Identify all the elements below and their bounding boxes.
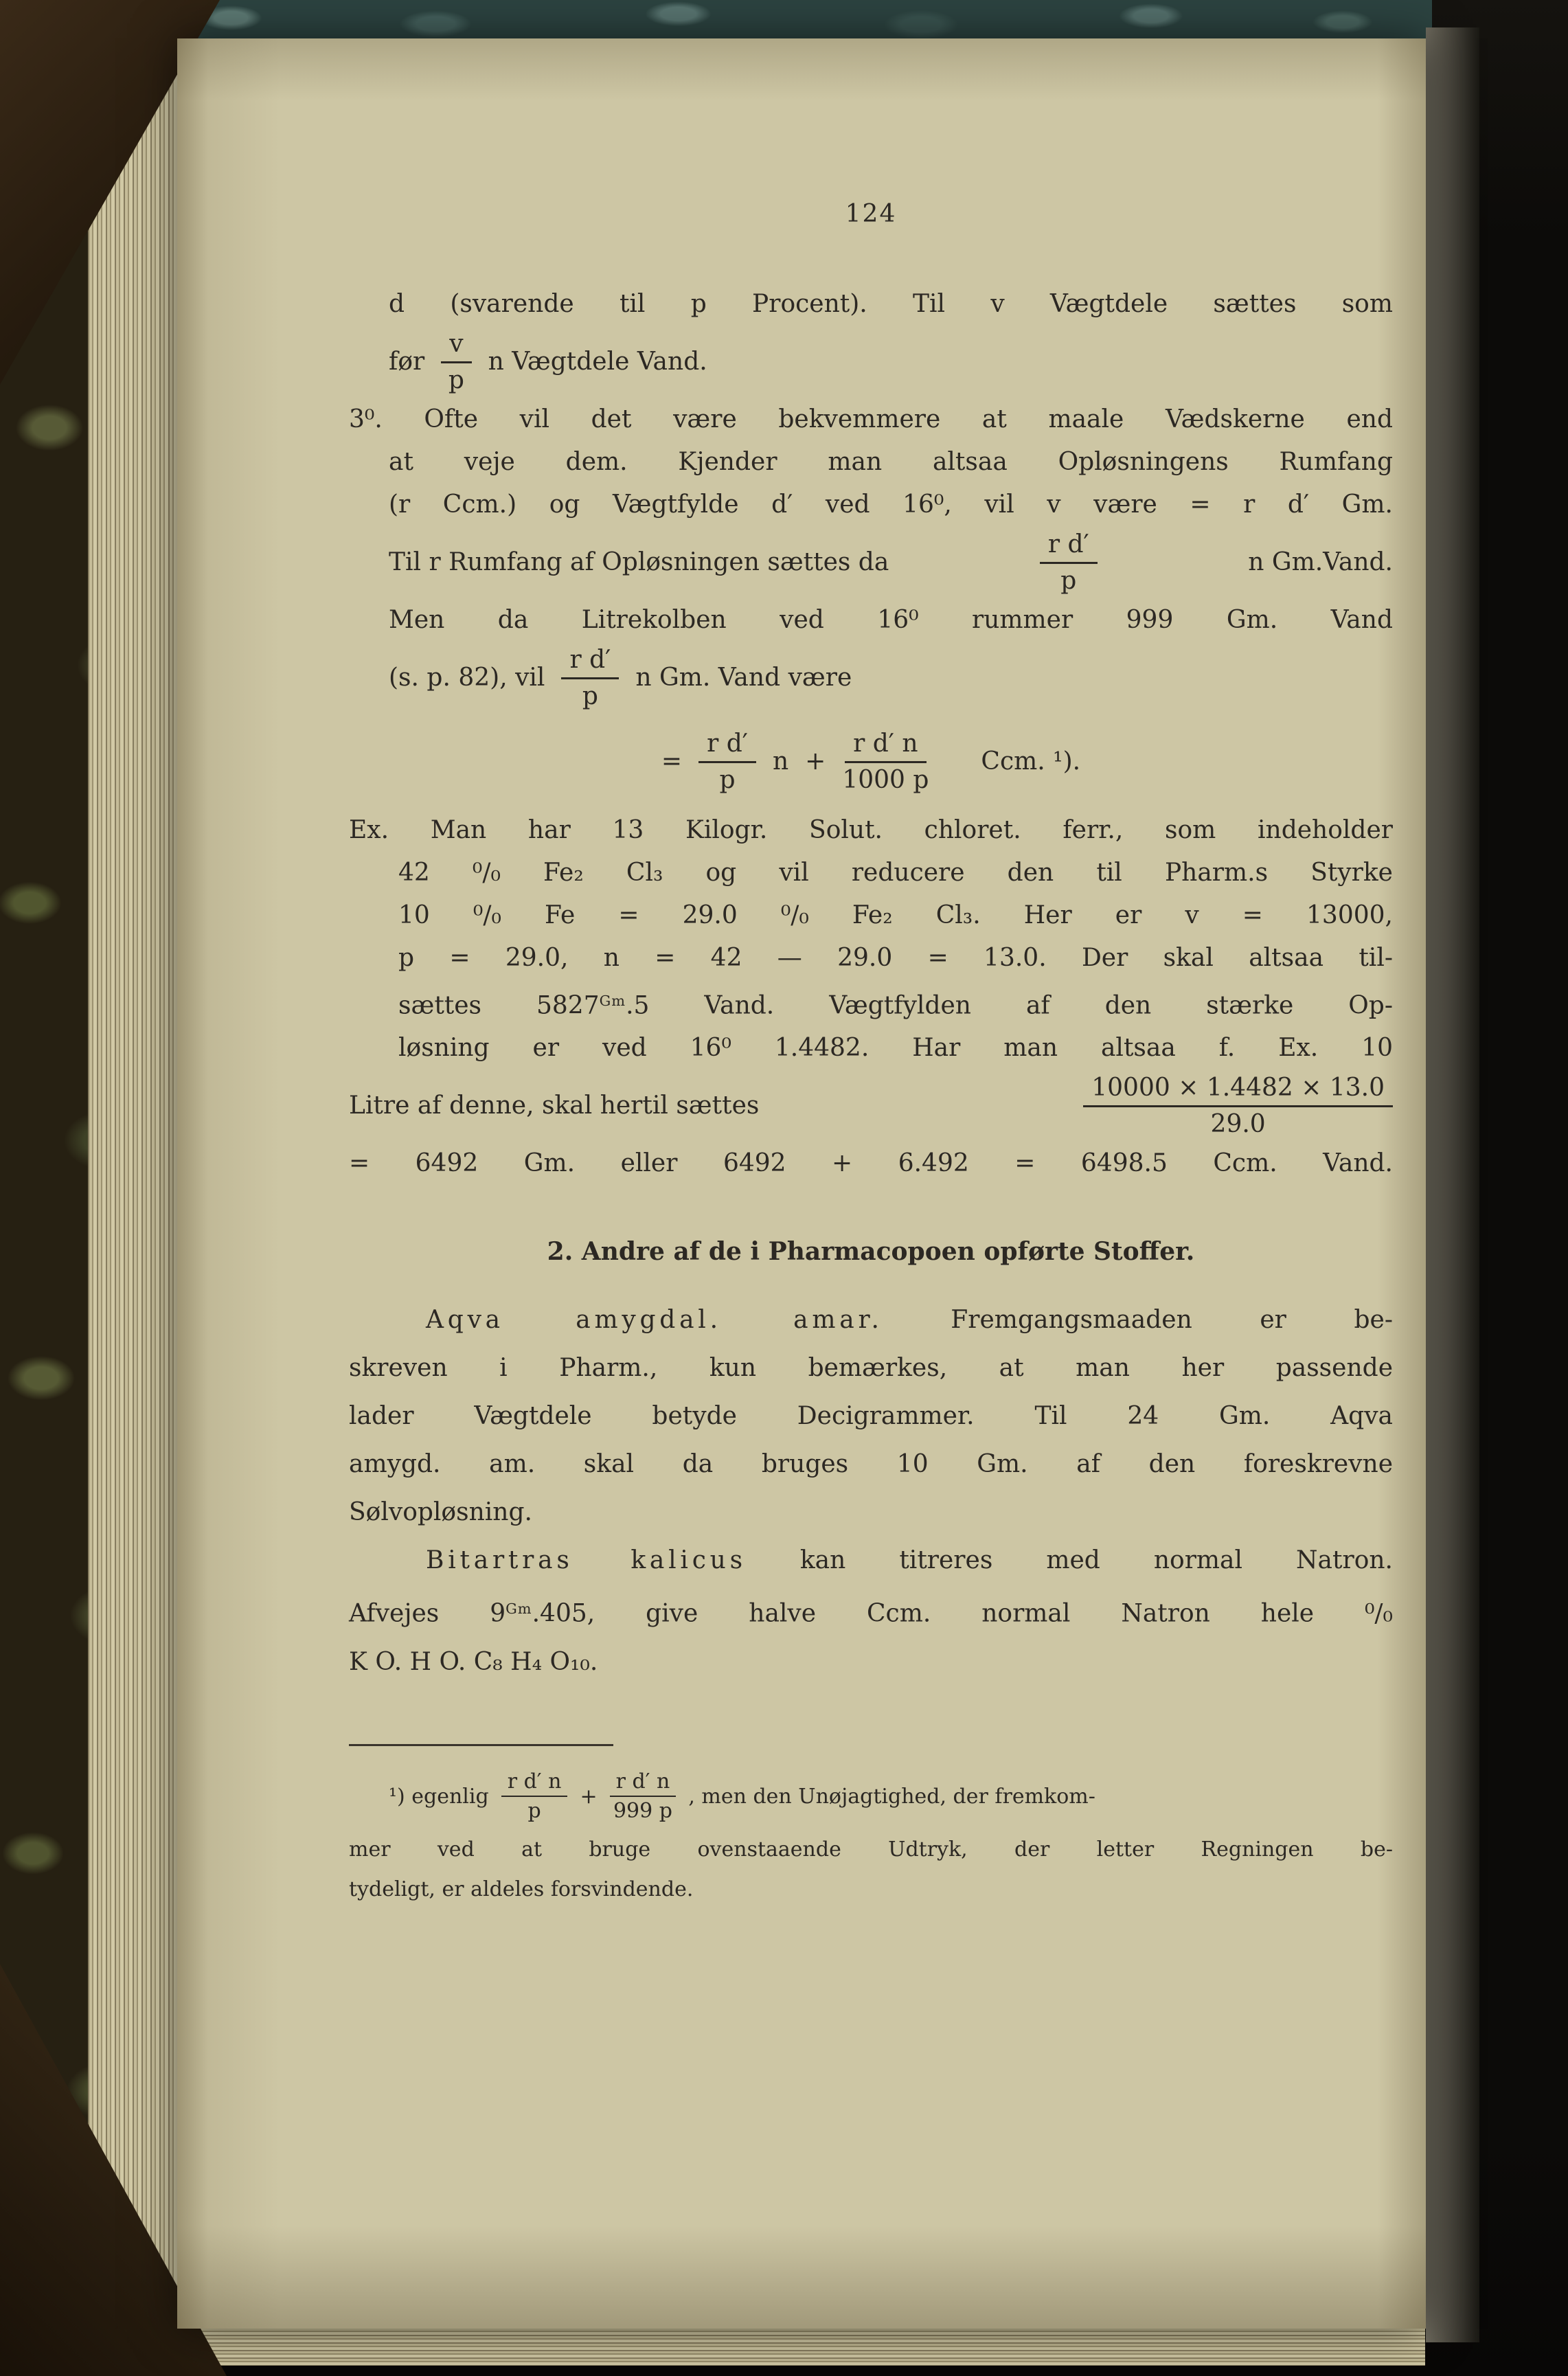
text-segment: (s. p. 82), vil (389, 664, 545, 692)
plus-sign: + (580, 1784, 598, 1809)
section-paragraphs (349, 1296, 1393, 1686)
text-line (349, 1537, 1393, 1585)
inline-fraction (441, 328, 471, 396)
text-line: lader Vægtdele betyde Decigrammer. Til 24 Gm. Aqva (349, 1402, 1393, 1431)
fraction-numerator: v (441, 328, 471, 363)
text-line: 10 ⁰/₀ Fe = 29.0 ⁰/₀ Fe₂ Cl₃. Her er v = 13000, (398, 901, 1393, 929)
book-fore-edge-right (1426, 27, 1479, 2342)
emphasized-term: Bitartras kalicus (426, 1546, 747, 1575)
text-line (349, 1296, 1393, 1344)
fraction-denominator: 29.0 (1210, 1109, 1266, 1138)
text-line: d (svarende til p Procent). Til v Vægtdele sættes som (389, 290, 1393, 318)
display-formula (349, 719, 1393, 805)
text-line-with-fraction (349, 1070, 1393, 1142)
text-segment: n Gm. Vand være (635, 664, 852, 692)
emphasized-term: Aqva amygdal. amar. (426, 1306, 883, 1335)
text-line: (r Ccm.) og Vægtfylde d′ ved 16⁰, vil v være = r d′ Gm. (389, 490, 1393, 519)
text-line: = 6492 Gm. eller 6492 + 6.492 = 6498.5 Ccm. Vand. (349, 1149, 1393, 1178)
inline-fraction (610, 1769, 677, 1824)
fraction-denominator: p (448, 365, 464, 394)
text-line: 3⁰. Ofte vil det være bekvemmere at maale Vædskerne end (349, 405, 1393, 433)
inline-fraction (1040, 529, 1098, 597)
text-line: K O. H O. C₈ H₄ O₁₀. (349, 1647, 598, 1676)
text-line: p = 29.0, n = 42 — 29.0 = 13.0. Der skal altsaa til- (398, 944, 1393, 972)
text-segment: n Vægtdele Vand. (488, 348, 707, 376)
fraction-denominator: p (719, 765, 736, 794)
text-segment: .405, give halve Ccm. normal Natron hele ⁰/₀ (532, 1599, 1393, 1628)
fraction-denominator: 1000 p (842, 765, 929, 794)
fraction-denominator: p (527, 1799, 541, 1824)
text-segment: sættes 5827 (398, 991, 600, 1020)
inline-fraction (501, 1769, 568, 1824)
text-segment: Litre af denne, skal hertil sættes (349, 1091, 760, 1120)
text-line-with-fraction (389, 526, 1393, 599)
text-line: løsning er ved 16⁰ 1.4482. Har man altsaa f. Ex. 10 (398, 1034, 1393, 1063)
page-edges-left (88, 29, 190, 2349)
text-line-with-fraction (389, 326, 1393, 398)
plus-sign: + (805, 747, 826, 776)
superscript-unit: Gm (505, 1600, 532, 1618)
footnote (349, 1764, 1393, 1910)
footnote-line: mer ved at bruge ovenstaaende Udtryk, der letter Regningen be- (349, 1837, 1393, 1862)
inline-fraction (1083, 1072, 1393, 1140)
footnote-line-with-fraction (389, 1764, 1393, 1830)
footnote-rule (349, 1744, 613, 1746)
fraction-numerator: r d′ (1040, 529, 1098, 564)
superscript-unit: Gm (599, 993, 626, 1009)
text-line: skreven i Pharm., kun bemærkes, at man her passende (349, 1354, 1393, 1383)
equals-sign: = (661, 747, 683, 776)
fraction-numerator: r d′ (698, 728, 756, 763)
text-line-with-fraction (389, 642, 1393, 714)
text-line: 42 ⁰/₀ Fe₂ Cl₃ og vil reducere den til Pharm.s Styrke (398, 859, 1393, 887)
text-segment: Ccm. ¹). (981, 747, 1081, 776)
page-body (349, 283, 1393, 1910)
text-segment: kan titreres med normal Natron. (746, 1546, 1393, 1575)
fraction-numerator: r d′ n (610, 1769, 677, 1797)
page-number: 124 (845, 200, 897, 228)
footnote-marker: ¹) egenlig (389, 1784, 489, 1809)
text-line (398, 980, 1393, 1027)
fraction-numerator: r d′ n (501, 1769, 568, 1797)
text-segment: før (389, 348, 425, 376)
text-segment: n (772, 747, 789, 776)
fraction-numerator: 10000 × 1.4482 × 13.0 (1083, 1072, 1393, 1107)
text-line (349, 1585, 1393, 1638)
book-top-edge-marbled (155, 0, 1432, 40)
text-line: Sølvopløsning. (349, 1498, 532, 1527)
text-segment: .5 Vand. Vægtfylden af den stærke Op- (626, 991, 1394, 1020)
text-segment: Afvejes 9 (349, 1599, 506, 1628)
book-page (177, 38, 1426, 2329)
section-heading: 2. Andre af de i Pharmacopoen opførte Stoffer. (547, 1237, 1195, 1267)
inline-fraction (698, 728, 756, 796)
text-line: Men da Litrekolben ved 16⁰ rummer 999 Gm. Vand (389, 606, 1393, 634)
text-line: Ex. Man har 13 Kilogr. Solut. chloret. ferr., som indeholder (349, 816, 1393, 844)
text-line: amygd. am. skal da bruges 10 Gm. af den foreskrevne (349, 1450, 1393, 1479)
fraction-denominator: p (1060, 566, 1077, 595)
fraction-numerator: r d′ (561, 644, 619, 679)
fraction-denominator: 999 p (613, 1799, 672, 1824)
fraction-denominator: p (582, 681, 598, 710)
fraction-numerator: r d′ n (845, 728, 927, 763)
inline-fraction (561, 644, 619, 712)
text-segment: , men den Unøjagtighed, der fremkom- (688, 1784, 1095, 1809)
page-edges-bottom (103, 2327, 1425, 2366)
text-segment: n Gm.Vand. (1248, 548, 1393, 576)
inline-fraction (842, 728, 929, 796)
text-segment: Til r Rumfang af Opløsningen sættes da (389, 548, 889, 576)
text-line: at veje dem. Kjender man altsaa Opløsningens Rumfang (389, 448, 1393, 476)
text-segment: Fremgangsmaaden er be- (883, 1306, 1393, 1335)
footnote-line: tydeligt, er aldeles forsvindende. (349, 1877, 694, 1901)
